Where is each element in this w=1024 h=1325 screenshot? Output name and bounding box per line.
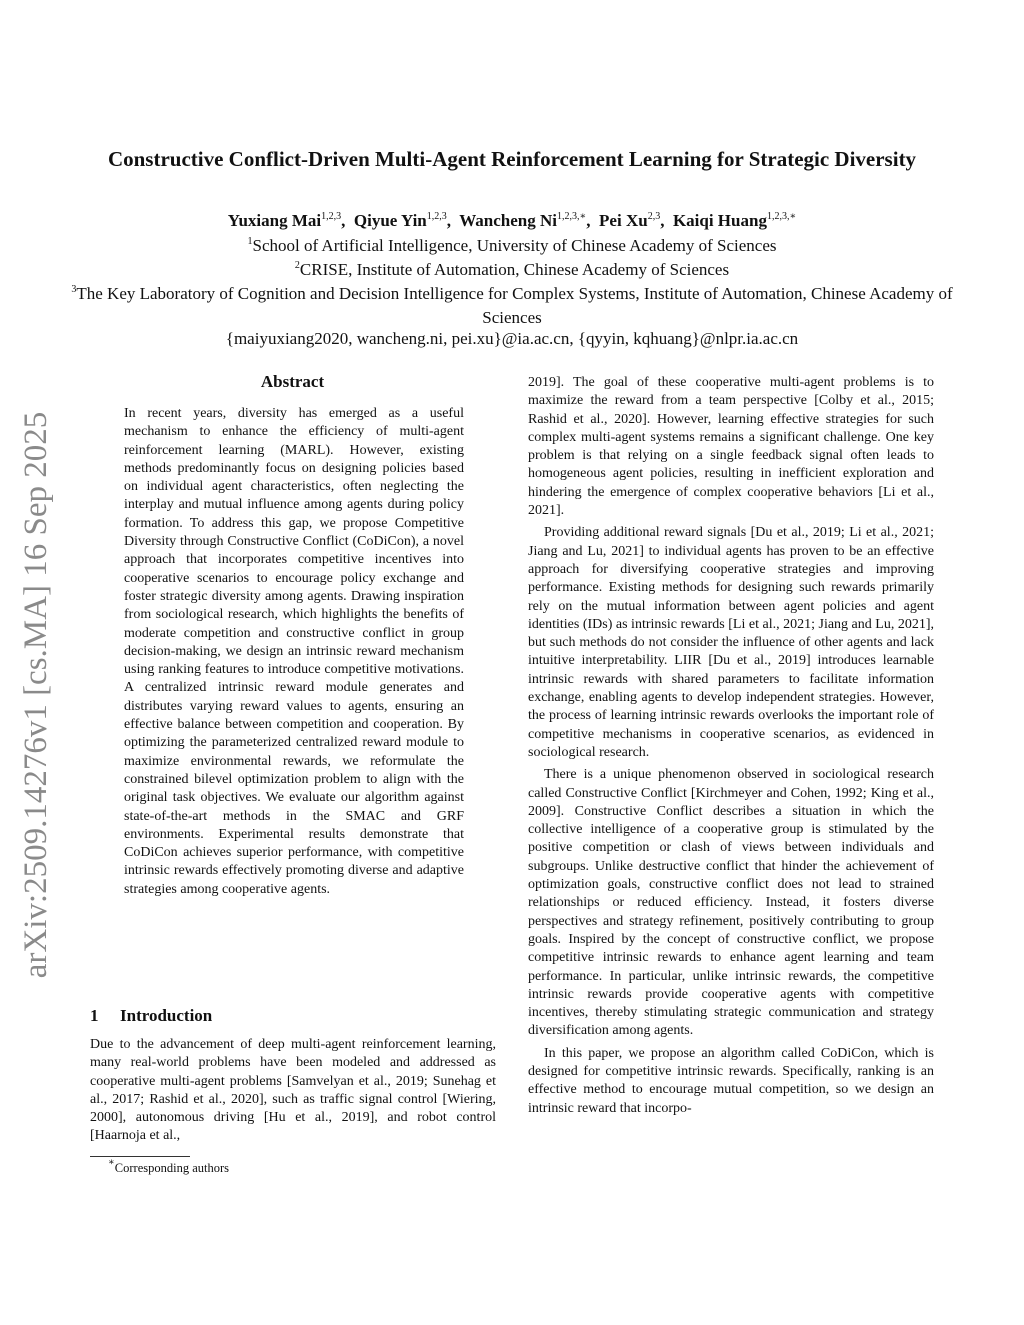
affiliation xyxy=(60,258,964,282)
footnote-text: Corresponding authors xyxy=(114,1161,230,1175)
affiliation xyxy=(60,234,964,258)
paper-title: Constructive Conflict-Driven Multi-Agent Reinforcement Learning for Strategic Diversity xyxy=(107,147,917,171)
affiliation-mark: 3 xyxy=(71,284,77,295)
affiliation xyxy=(60,282,964,330)
author-affil-marks: 1,2,3 xyxy=(321,211,342,222)
author-name: Kaiqi Huang xyxy=(672,211,767,230)
body-paragraph: There is a unique phenomenon observed in sociological research called Constructive Conflict [Kirchmeyer and Cohen, 1992; King et al., 2009]. Constructive Conflict describes a situation in which the collective intelligence of a cooperative group is stimulated by the positive competition or clash of views between individuals and subgroups. Unlike destructive conflict that hinder the achievement of optimization goals, constructive conflict does not lead to strained relationships or reduced efficiency. Instead, it fosters diverse perspectives and strategy refinement, positively contributing to group goals. Inspired by the concept of constructive conflict, we propose competitive intrinsic rewards to enhance agent learning and team performance. In particular, unlike intrinsic rewards, the competitive intrinsic rewards provide cooperative agents with competitive incentives, thereby stimulating strategic communication and strategy diversification among agents. xyxy=(528,767,934,1039)
affiliation-text: The Key Laboratory of Cognition and Decision Intelligence for Complex Systems, Institute of Automation, Chinese Academy of Sciences xyxy=(76,284,953,327)
body-paragraph: Due to the advancement of deep multi-agent reinforcement learning, many real-world problems have been modeled and addressed as cooperative multi-agent problems [Samvelyan et al., 2019; Sunehag et al., 2017; Rashid et al., 2020], such as traffic signal control [Wiering, 2000], autonomous driving [Hu et al., 2019], and robot control [Haarnoja et al., xyxy=(90,1037,496,1144)
right-column xyxy=(528,374,934,1118)
author-affil-marks: 1,2,3,∗ xyxy=(766,211,797,222)
footnote xyxy=(108,1157,230,1176)
abstract-paragraph: In recent years, diversity has emerged as a useful mechanism to enhance the efficiency of multi-agent reinforcement learning (MARL). However, existing methods predominantly focus on designing policies based on individual agent characteristics, often neglecting the interplay and mutual influence among agents during policy formation. To address this gap, we propose Competitive Diversity through Constructive Conflict (CoDiCon), a novel approach that incorporates competitive incentives into cooperative scenarios to encourage policy exchange and foster strategic diversity among agents. Drawing inspiration from sociological research, which highlights the benefits of moderate competition and constructive conflict in group decision-making, we design an intrinsic reward mechanism using ranking features to introduce competitive motivations. A centralized intrinsic reward module generates and distributes varying reward values to agents, ensuring an effective balance between competition and cooperation. By optimizing the parameterized centralized reward module to maximize environmental rewards, we reformulate the constrained bilevel optimization problem to align with the original task objectives. We evaluate our algorithm against state-of-the-art methods in the SMAC and GRF environments. Experimental results demonstrate that CoDiCon achieves superior performance, with competitive intrinsic rewards effectively promoting diverse and adaptive strategies among cooperative agents. xyxy=(124,406,464,897)
author-affil-marks: 2,3 xyxy=(647,211,661,222)
abstract-heading: Abstract xyxy=(260,372,325,391)
body-paragraph: Providing additional reward signals [Du et al., 2019; Li et al., 2021; Jiang and Lu, 2021] to individual agents has proven to be an effective approach for diversifying cooperative strategies and improving performance. Existing methods for designing such rewards primarily rely on the mutual information between agent policies and agent identities (IDs) as intrinsic rewards [Li et al., 2021; Jiang and Lu, 2021], but such methods do not consider the influence of other agents and lack intuitive interpretability. LIIR [Du et al., 2019] introduces learnable intrinsic rewards with shared parameters to facilitate information exchange, enabling agents to develop independent strategies. However, the process of learning intrinsic rewards overlooks the important role of competitive mechanisms in cooperative scenarios, as evidenced in sociological research. xyxy=(528,525,934,760)
footnote-mark: ∗ xyxy=(108,1157,115,1168)
affiliation-mark: 2 xyxy=(294,260,300,271)
section-title: Introduction xyxy=(120,1006,213,1025)
section-number: 1 xyxy=(90,1006,99,1025)
author-name: Pei Xu xyxy=(599,211,648,230)
author-emails[interactable]: {maiyuxiang2020, wancheng.ni, pei.xu}@ia.ac.cn, {qyyin, kqhuang}@nlpr.ia.ac.cn xyxy=(225,329,799,348)
body-paragraph: In this paper, we propose an algorithm called CoDiCon, which is designed for competitive intrinsic rewards. Specifically, ranking is an effective method to encourage mutual competition, so we design an intrinsic reward that incorpo- xyxy=(528,1045,934,1116)
affiliation-text: School of Artificial Intelligence, University of Chinese Academy of Sciences xyxy=(252,236,777,255)
abstract-body xyxy=(124,405,464,899)
author-name: Wancheng Ni xyxy=(459,211,557,230)
affiliation-mark: 1 xyxy=(247,236,253,247)
author-name: Qiyue Yin xyxy=(353,211,427,230)
author-affil-marks: 1,2,3 xyxy=(426,211,447,222)
introduction-left-column xyxy=(90,1036,496,1146)
affiliation-text: CRISE, Institute of Automation, Chinese Academy of Sciences xyxy=(299,260,730,279)
section-heading-introduction xyxy=(90,1006,212,1026)
footnote-rule xyxy=(90,1156,190,1157)
body-paragraph: 2019]. The goal of these cooperative multi-agent problems is to maximize the reward from a team perspective [Colby et al., 2015; Rashid et al., 2020]. However, learning effective strategies for such complex multi-agent systems remains a significant challenge. One key problem is that relying on a single feedback signal often leads to homogeneous agent policies, resulting in inefficient exploration and hindering the emergence of complex cooperative behaviors [Li et al., 2021]. xyxy=(528,375,934,519)
arxiv-identifier-stamp[interactable]: arXiv:2509.14276v1 [cs.MA] 16 Sep 2025 xyxy=(18,411,54,979)
author-affil-marks: 1,2,3,∗ xyxy=(557,211,587,222)
author-list: Yuxiang Mai$^{1,2,3}$, Qiyue Yin$^{1,2,3}$, Wancheng $Ni^{1,2,3,∗}$, Pei Xu$^{2,3}$, Kaiqi Huang$^{1,2,3,∗}$ xyxy=(227,211,797,230)
author-name: Yuxiang Mai xyxy=(227,211,322,230)
